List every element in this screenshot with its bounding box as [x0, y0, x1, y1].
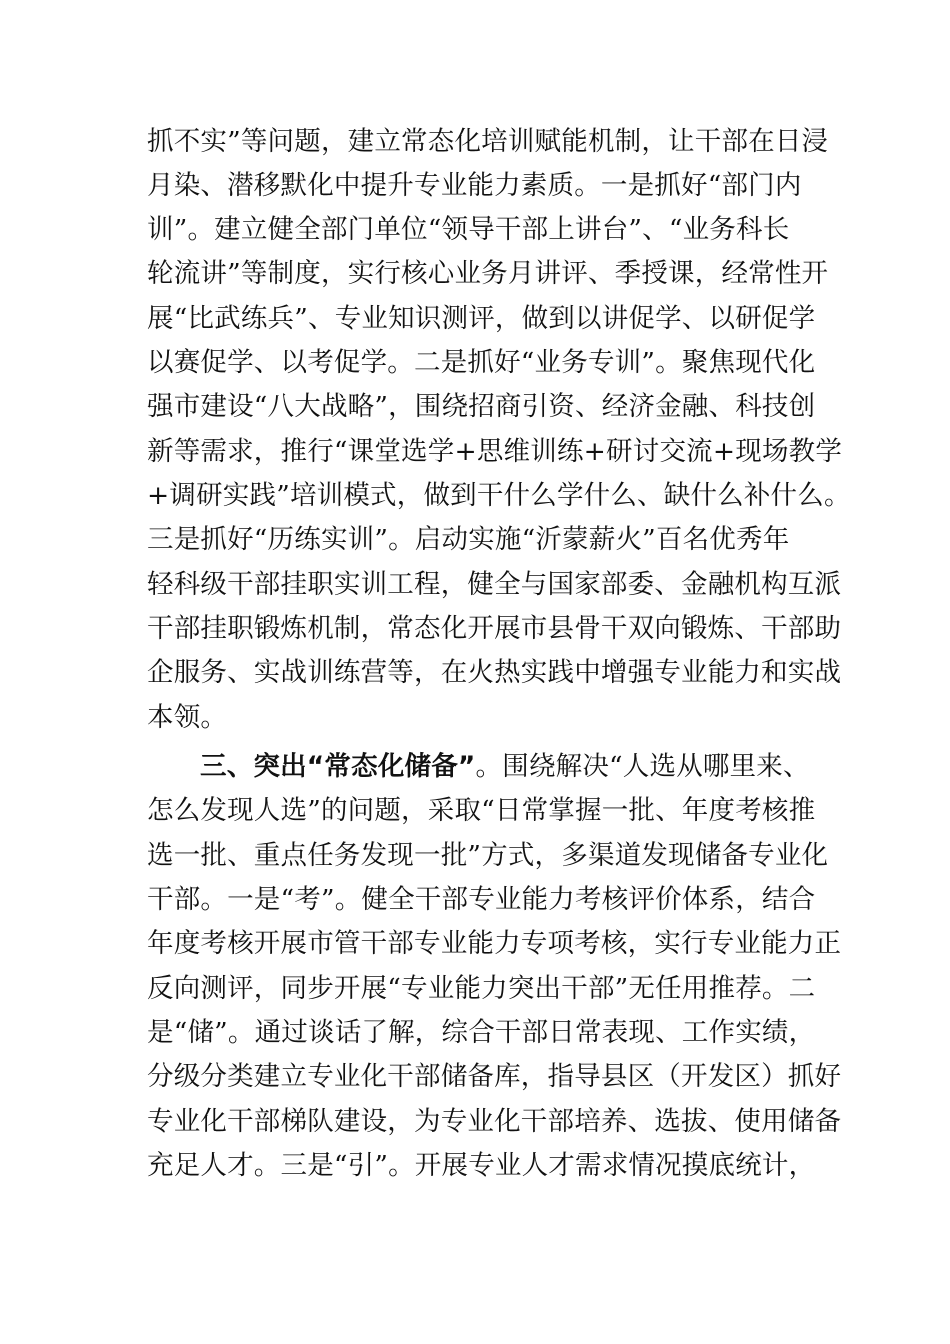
- text-line: 新等需求，推行“课堂选学+思维训练+研讨交流+现场教学: [147, 436, 843, 467]
- text-line: 月染、潜移默化中提升专业能力素质。一是抓好“部门内: [147, 170, 802, 201]
- text-line: 企服务、实战训练营等，在火热实践中增强专业能力和实战: [147, 657, 842, 688]
- section-heading-rest: 。围绕解决“人选从哪里来、: [475, 751, 810, 782]
- text-line: 训”。建立健全部门单位“领导干部上讲台”、“业务科长: [147, 214, 790, 245]
- text-line: 以赛促学、以考促学。二是抓好“业务专训”。聚焦现代化: [147, 347, 816, 378]
- text-line: +调研实践”培训模式，做到干什么学什么、缺什么补什么。: [147, 480, 851, 511]
- text-line: 强市建设“八大战略”，围绕招商引资、经济金融、科技创: [147, 391, 816, 422]
- text-line: 展“比武练兵”、专业知识测评，做到以讲促学、以研促学: [147, 303, 816, 334]
- section-heading: 三、突出“常态化储备”: [200, 751, 476, 782]
- text-line: 专业化干部梯队建设，为专业化干部培养、选拔、使用储备: [147, 1106, 842, 1137]
- text-line: 是“储”。通过谈话了解，综合干部日常表现、工作实绩，: [147, 1017, 816, 1048]
- text-line: 选一批、重点任务发现一批”方式，多渠道发现储备专业化: [147, 840, 829, 871]
- text-line: 怎么发现人选”的问题，采取“日常掌握一批、年度考核推: [147, 795, 816, 826]
- section-heading-line: [200, 745, 810, 789]
- text-line: 充足人才。三是“引”。开展专业人才需求情况摸底统计，: [147, 1150, 816, 1181]
- text-line: 轻科级干部挂职实训工程，健全与国家部委、金融机构互派: [147, 569, 842, 600]
- text-line: 轮流讲”等制度，实行核心业务月讲评、季授课，经常性开: [147, 258, 829, 289]
- text-line: 干部。一是“考”。健全干部专业能力考核评价体系，结合: [147, 884, 816, 915]
- text-line: 干部挂职锻炼机制，常态化开展市县骨干双向锻炼、干部助: [147, 613, 842, 644]
- text-line: 反向测评，同步开展“专业能力突出干部”无任用推荐。二: [147, 973, 816, 1004]
- text-line: 分级分类建立专业化干部储备库，指导县区（开发区）抓好: [147, 1061, 842, 1092]
- text-line: 抓不实”等问题，建立常态化培训赋能机制，让干部在日浸: [147, 126, 829, 157]
- text-line: 本领。: [147, 702, 228, 733]
- text-line: 三是抓好“历练实训”。启动实施“沂蒙薪火”百名优秀年: [147, 524, 790, 555]
- text-line: 年度考核开展市管干部专业能力专项考核，实行专业能力正: [147, 928, 842, 959]
